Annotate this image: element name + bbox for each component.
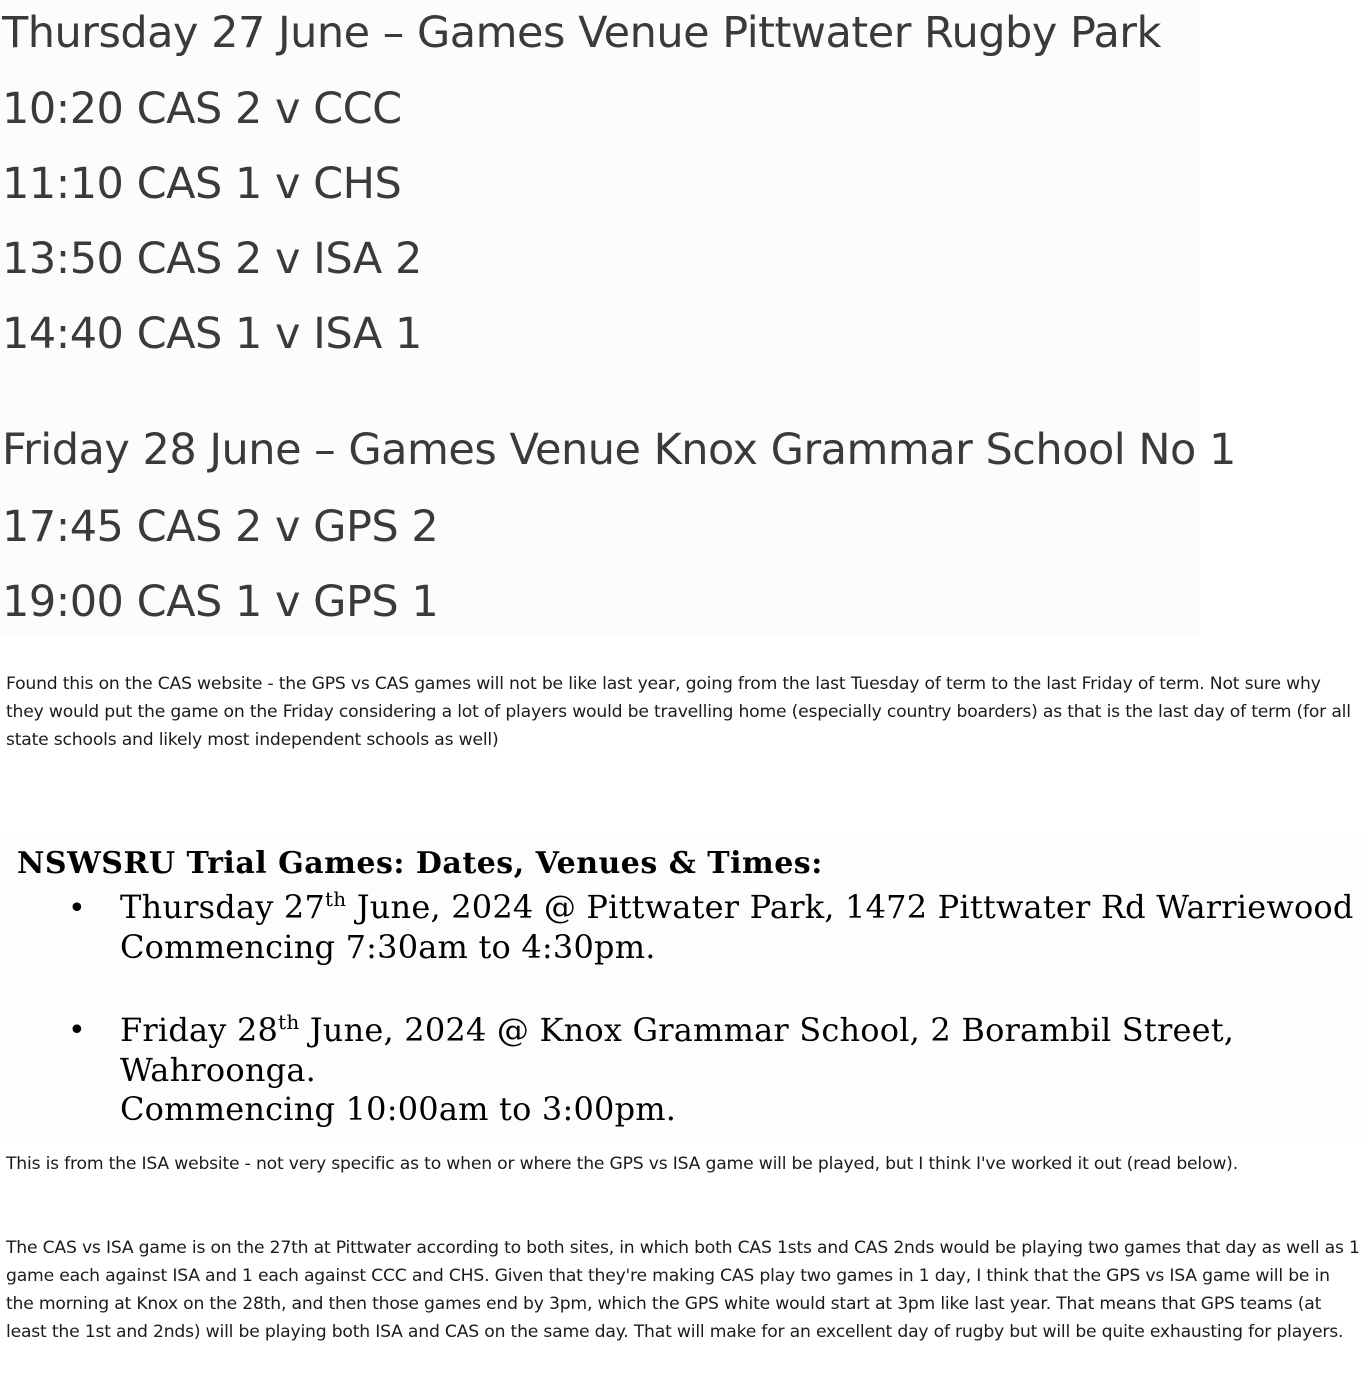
isa-item-commencing: Commencing 10:00am to 3:00pm. bbox=[120, 1090, 677, 1128]
isa-item-suffix: th bbox=[325, 887, 347, 911]
cas-schedule-image bbox=[0, 0, 1236, 638]
isa-item-thursday bbox=[120, 887, 1354, 927]
cas-game-row: 14:40 CAS 1 v ISA 1 bbox=[2, 309, 422, 359]
isa-item-friday bbox=[120, 1010, 1234, 1050]
isa-item-suffix: th bbox=[278, 1010, 300, 1034]
bullet-icon: • bbox=[68, 891, 86, 926]
post-paragraph-isa: This is from the ISA website - not very specific as to when or where the GPS vs ISA game will be played, but I think I've worked it out (read below). bbox=[6, 1154, 1238, 1174]
cas-day1-heading: Thursday 27 June – Games Venue Pittwater Rugby Park bbox=[2, 8, 1161, 58]
cas-game-row: 17:45 CAS 2 v GPS 2 bbox=[2, 502, 439, 552]
isa-item-rest: June, 2024 @ Knox Grammar School, 2 Borambil Street, bbox=[299, 1011, 1235, 1049]
post-paragraph-cas: Found this on the CAS website - the GPS vs CAS games will not be like last year, going from the last Tuesday of term to the last Friday of term. Not sure why they would put the game on the Friday considering a lot of players would be travelling home (especially country boarders) as that is the last day of term (for all state schools and likely most independent schools as well) bbox=[6, 674, 1351, 750]
cas-game-row: 19:00 CAS 1 v GPS 1 bbox=[2, 577, 439, 627]
isa-title: NSWSRU Trial Games: Dates, Venues & Times: bbox=[17, 846, 823, 881]
isa-item-day: Thursday 27 bbox=[120, 888, 326, 926]
bullet-icon: • bbox=[68, 1013, 86, 1048]
isa-item-rest: June, 2024 @ Pittwater Park, 1472 Pittwater Rd Warriewood bbox=[346, 888, 1354, 926]
isa-item-commencing: Commencing 7:30am to 4:30pm. bbox=[120, 928, 656, 966]
post-paragraph-analysis: The CAS vs ISA game is on the 27th at Pittwater according to both sites, in which both CAS 1sts and CAS 2nds would be playing two games that day as well as 1 game each against ISA and 1 each against CCC and CHS. Given that they're making CAS play two games in 1 day, I think that the GPS vs ISA game will be in the morning at Knox on the 28th, and then those games end by 3pm, which the GPS white would start at 3pm like last year. That means that GPS teams (at least the 1st and 2nds) will be playing both ISA and CAS on the same day. That will make for an excellent day of rugby but will be quite exhausting for players. bbox=[6, 1238, 1360, 1342]
isa-item-day: Friday 28 bbox=[120, 1011, 279, 1049]
cas-day2-heading: Friday 28 June – Games Venue Knox Grammar School No 1 bbox=[2, 425, 1236, 475]
cas-game-row: 10:20 CAS 2 v CCC bbox=[2, 84, 402, 134]
isa-schedule-image bbox=[0, 836, 1367, 1141]
isa-item-location: Wahroonga. bbox=[120, 1051, 316, 1089]
cas-game-row: 11:10 CAS 1 v CHS bbox=[2, 159, 402, 209]
cas-game-row: 13:50 CAS 2 v ISA 2 bbox=[2, 234, 422, 284]
